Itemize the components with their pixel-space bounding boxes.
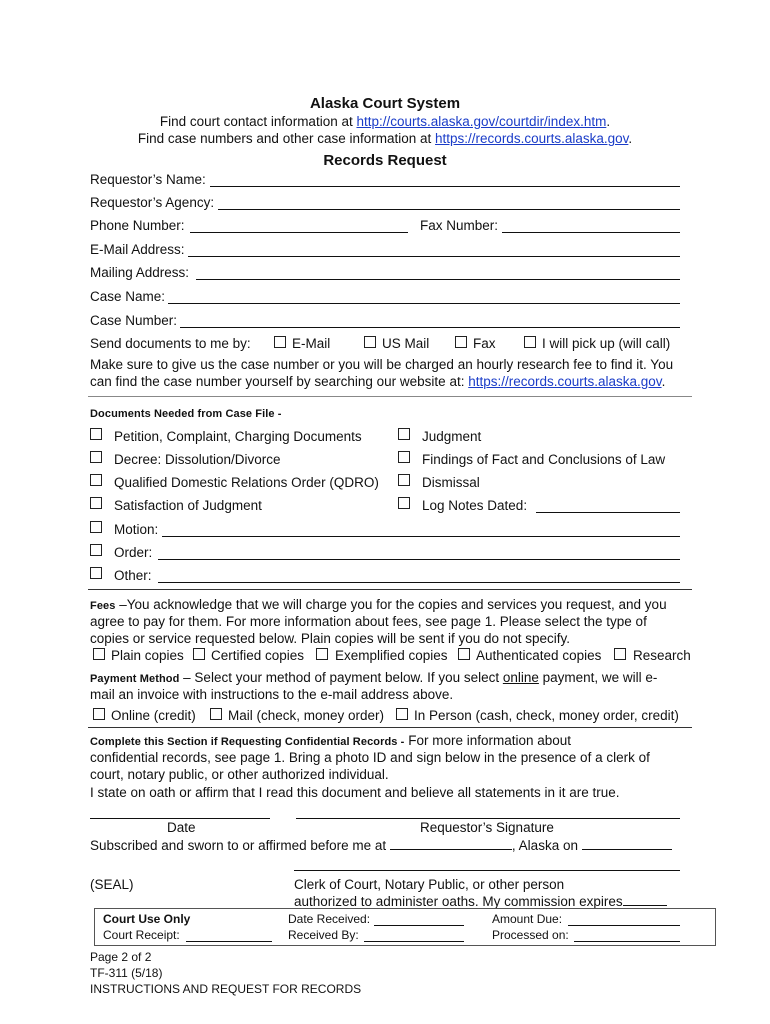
- email-delivery-label: E-Mail: [292, 336, 331, 351]
- form-id: TF-311 (5/18): [90, 966, 163, 980]
- email-label: E-Mail Address:: [90, 242, 185, 257]
- processed-on-field[interactable]: [574, 941, 680, 942]
- phone-label: Phone Number:: [90, 218, 185, 233]
- oath-statement: I state on oath or affirm that I read this document and believe all statements in it are true.: [90, 785, 620, 800]
- signature-field[interactable]: [296, 818, 680, 819]
- divider: [88, 396, 692, 397]
- other-checkbox[interactable]: [90, 567, 102, 579]
- requestor-agency-field[interactable]: [218, 209, 680, 210]
- divider: [88, 727, 692, 728]
- in-person-payment-checkbox[interactable]: [396, 708, 408, 720]
- documents-heading: Documents Needed from Case File -: [90, 408, 282, 420]
- form-name: INSTRUCTIONS AND REQUEST FOR RECORDS: [90, 982, 362, 996]
- research-checkbox[interactable]: [614, 648, 626, 660]
- requestor-name-label: Requestor’s Name:: [90, 172, 206, 187]
- divider: [88, 589, 692, 590]
- fax-delivery-label: Fax: [473, 336, 496, 351]
- petition-checkbox[interactable]: [90, 428, 102, 440]
- form-title: Records Request: [323, 152, 447, 169]
- records-search-link[interactable]: https://records.courts.alaska.gov: [468, 374, 662, 389]
- page-number: Page 2 of 2: [90, 950, 152, 964]
- clerk-label-2: authorized to administer oaths. My commission expires: [294, 894, 667, 909]
- findings-checkbox[interactable]: [398, 451, 410, 463]
- plain-copies-checkbox[interactable]: [93, 648, 105, 660]
- authenticated-copies-label: Authenticated copies: [476, 648, 602, 663]
- mail-payment-label: Mail (check, money order): [228, 708, 385, 723]
- dismissal-checkbox[interactable]: [398, 474, 410, 486]
- fax-field[interactable]: [502, 232, 680, 233]
- log-notes-label: Log Notes Dated:: [422, 498, 528, 513]
- usmail-delivery-label: US Mail: [382, 336, 430, 351]
- commission-expires-field[interactable]: [623, 894, 667, 906]
- court-receipt-label: Court Receipt:: [103, 928, 180, 942]
- confidential-text-2: confidential records, see page 1. Bring a photo ID and sign below in the presence of a clerk of: [90, 750, 650, 765]
- sworn-line: Subscribed and sworn to or affirmed before me at , Alaska on: [90, 838, 672, 853]
- requestor-agency-label: Requestor’s Agency:: [90, 195, 215, 210]
- sworn-date-field[interactable]: [582, 838, 672, 850]
- motion-checkbox[interactable]: [90, 521, 102, 533]
- contact-info-line: Find court contact information at http://courts.alaska.gov/courtdir/index.htm.: [159, 114, 611, 129]
- case-name-field[interactable]: [168, 303, 680, 304]
- clerk-label-1: Clerk of Court, Notary Public, or other person: [294, 877, 565, 892]
- fax-label: Fax Number:: [420, 218, 499, 233]
- motion-label: Motion:: [114, 522, 159, 537]
- exemplified-copies-label: Exemplified copies: [335, 648, 448, 663]
- case-info-line: Find case numbers and other case information at https://records.courts.alaska.gov.: [137, 131, 633, 146]
- findings-label: Findings of Fact and Conclusions of Law: [422, 452, 666, 467]
- case-number-notice-2: can find the case number yourself by searching our website at: https://records.courts.alaska.gov.: [90, 374, 666, 389]
- authenticated-copies-checkbox[interactable]: [458, 648, 470, 660]
- payment-text-2: mail an invoice with instructions to the e-mail address above.: [90, 687, 454, 702]
- email-field[interactable]: [188, 256, 680, 257]
- seal-label: (SEAL): [90, 877, 134, 892]
- date-label: Date: [167, 820, 196, 835]
- confidential-text-1: Complete this Section if Requesting Confidential Records - For more information about: [90, 733, 572, 748]
- court-directory-link[interactable]: http://courts.alaska.gov/courtdir/index.htm: [356, 114, 607, 129]
- signature-label: Requestor’s Signature: [420, 820, 554, 835]
- amount-due-field[interactable]: [568, 925, 680, 926]
- phone-field[interactable]: [190, 232, 408, 233]
- sworn-location-field[interactable]: [390, 838, 512, 850]
- decree-label: Decree: Dissolution/Divorce: [114, 452, 281, 467]
- qdro-label: Qualified Domestic Relations Order (QDRO): [114, 475, 379, 490]
- certified-copies-label: Certified copies: [211, 648, 305, 663]
- case-number-notice: Make sure to give us the case number or you will be charged an hourly research fee to find it. You: [90, 357, 674, 372]
- case-number-label: Case Number:: [90, 313, 178, 328]
- court-use-title: Court Use Only: [103, 912, 191, 926]
- other-label: Other:: [114, 568, 152, 583]
- processed-on-label: Processed on:: [492, 928, 569, 942]
- online-payment-label: Online (credit): [111, 708, 196, 723]
- email-delivery-checkbox[interactable]: [274, 336, 286, 348]
- court-receipt-field[interactable]: [186, 941, 272, 942]
- decree-checkbox[interactable]: [90, 451, 102, 463]
- pickup-delivery-label: I will pick up (will call): [542, 336, 671, 351]
- requestor-name-field[interactable]: [210, 186, 680, 187]
- mailing-label: Mailing Address:: [90, 265, 190, 280]
- mailing-field[interactable]: [196, 279, 680, 280]
- fees-text-1: Fees –You acknowledge that we will charge you for the copies and services you request, and you: [90, 597, 667, 612]
- research-label: Research: [633, 648, 691, 663]
- records-link[interactable]: https://records.courts.alaska.gov: [435, 131, 629, 146]
- judgment-label: Judgment: [422, 429, 482, 444]
- fees-text-2: agree to pay for them. For more information about fees, see page 1. Please select the type of: [90, 614, 647, 629]
- case-number-field[interactable]: [180, 327, 680, 328]
- date-received-field[interactable]: [374, 925, 464, 926]
- qdro-checkbox[interactable]: [90, 474, 102, 486]
- order-label: Order:: [114, 545, 153, 560]
- order-field[interactable]: [158, 559, 680, 560]
- date-field[interactable]: [90, 818, 270, 819]
- court-system-title: Alaska Court System: [309, 95, 461, 112]
- delivery-label: Send documents to me by:: [90, 336, 251, 351]
- dismissal-label: Dismissal: [422, 475, 480, 490]
- exemplified-copies-checkbox[interactable]: [316, 648, 328, 660]
- plain-copies-label: Plain copies: [111, 648, 184, 663]
- satisfaction-checkbox[interactable]: [90, 497, 102, 509]
- case-name-label: Case Name:: [90, 289, 166, 304]
- fees-text-3: copies or service requested below. Plain copies will be sent if you do not specify.: [90, 631, 571, 646]
- order-checkbox[interactable]: [90, 544, 102, 556]
- date-received-label: Date Received:: [288, 912, 371, 926]
- fax-delivery-checkbox[interactable]: [455, 336, 467, 348]
- payment-heading: Payment Method: [90, 673, 180, 685]
- clerk-signature-field[interactable]: [294, 870, 680, 871]
- fees-heading: Fees: [90, 600, 116, 612]
- satisfaction-label: Satisfaction of Judgment: [114, 498, 262, 513]
- certified-copies-checkbox[interactable]: [193, 648, 205, 660]
- motion-field[interactable]: [162, 536, 680, 537]
- received-by-label: Received By:: [288, 928, 359, 942]
- log-notes-checkbox[interactable]: [398, 497, 410, 509]
- other-field[interactable]: [158, 582, 680, 583]
- log-notes-field[interactable]: [536, 512, 680, 513]
- online-payment-checkbox[interactable]: [93, 708, 105, 720]
- received-by-field[interactable]: [364, 941, 464, 942]
- usmail-delivery-checkbox[interactable]: [364, 336, 376, 348]
- mail-payment-checkbox[interactable]: [210, 708, 222, 720]
- confidential-heading: Complete this Section if Requesting Confidential Records -: [90, 736, 405, 748]
- payment-text-1: Payment Method – Select your method of payment below. If you select online payment, we will e-: [90, 670, 658, 685]
- petition-label: Petition, Complaint, Charging Documents: [114, 429, 362, 444]
- amount-due-label: Amount Due:: [492, 912, 563, 926]
- confidential-text-3: court, notary public, or other authorized individual.: [90, 767, 389, 782]
- judgment-checkbox[interactable]: [398, 428, 410, 440]
- pickup-delivery-checkbox[interactable]: [524, 336, 536, 348]
- in-person-payment-label: In Person (cash, check, money order, credit): [414, 708, 679, 723]
